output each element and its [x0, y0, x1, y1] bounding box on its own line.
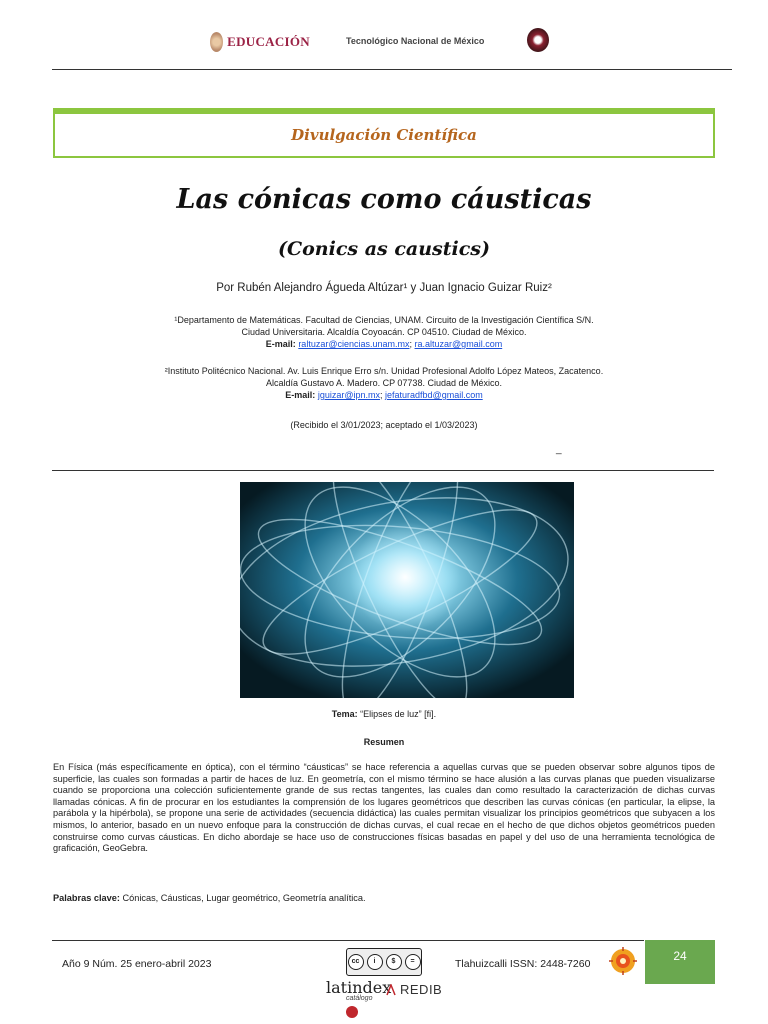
affiliation-2 — [0, 365, 768, 401]
keywords-label: Palabras clave: — [53, 893, 120, 903]
redib-mark-icon — [386, 984, 396, 996]
email-label: E-mail: — [285, 390, 316, 400]
tlahuizcalli-sun-icon — [609, 947, 637, 975]
institution-seal-icon — [527, 28, 549, 52]
author-line: Por Rubén Alejandro Águeda Altúzar¹ y Juan Ignacio Guizar Ruiz² — [216, 282, 552, 294]
dash-mark: _ — [556, 444, 562, 455]
email-separator: ; — [409, 339, 413, 349]
section-banner — [53, 108, 715, 158]
abstract-text: En Física (más específicamente en óptica), con el término “cáusticas” se hace referencia a aquellas curvas que se pueden observar sobre algunos tipos de superficie, las cuales son formadas a partir de haces de luz. En geometría, con el mismo término se hace alusión a las curvas planas que pueden visualizarse cuando se proporciona una colección suficientemente grande de sus rectas tangentes, las cuales dan como resultado la caracterización de dichas curvas llamadas cónicas. A fin de procurar en los estudiantes la comprensión de los lugares geométricos que describen las curvas cónicas (en particular, la elipse, la parábola y la hipérbola), se propone una serie de actividades (secuencia didáctica) las cuales permitan visualizar los principios geométricos que subyacen a los mismos, lo anterior, basado en un nuevo enfoque para la construcción de dichas curvas, el cual recae en el hecho de que dichos objetos geométricos pueden construirse como curvas cáusticas. En dicho abordaje se hace uso de construcciones físicas basadas en papel y del uso de una herramienta tecnológica de graficación, GeoGebra. — [53, 762, 715, 854]
light-ellipses-image — [240, 482, 574, 698]
affiliation-1-line2: Ciudad Universitaria. Alcaldía Coyoacán. CP 04510. Ciudad de México. — [241, 327, 527, 337]
cc-nc-icon: $ — [386, 954, 402, 970]
educacion-seal-icon — [210, 32, 223, 52]
caption-label: Tema: — [331, 709, 358, 719]
page-number: 24 — [673, 949, 687, 963]
email-label: E-mail: — [265, 339, 296, 349]
latindex-logo: latindex — [326, 978, 392, 997]
section-banner-label: Divulgación Científica — [291, 126, 477, 144]
footer-divider — [52, 940, 644, 941]
issue-info: Año 9 Núm. 25 enero-abril 2023 — [62, 958, 212, 970]
keywords — [53, 893, 715, 903]
email-link[interactable]: jefaturadfbd@gmail.com — [385, 390, 483, 400]
cc-by-icon: i — [367, 954, 383, 970]
tecnm-label: Tecnológico Nacional de México — [346, 36, 485, 46]
affiliation-1-line1: ¹Departamento de Matemáticas. Facultad de Ciencias, UNAM. Circuito de la Investigación Científica S/N. — [174, 315, 594, 325]
email-link[interactable]: raltuzar@ciencias.unam.mx — [298, 339, 410, 349]
email-link[interactable]: ra.altuzar@gmail.com — [414, 339, 503, 349]
educacion-logo — [210, 30, 310, 54]
affiliation-2-email — [0, 389, 768, 401]
email-separator: ; — [379, 390, 383, 400]
cc-badge: cc — [348, 954, 364, 970]
latindex-catalog-label: catálogo — [346, 995, 373, 1002]
cc-nd-icon: = — [405, 954, 421, 970]
received-date: (Recibido el 3/01/2023; aceptado el 1/03/2023) — [290, 420, 478, 430]
title-divider — [52, 470, 714, 471]
affiliation-1 — [0, 314, 768, 350]
affiliation-2-line1: ²Instituto Politécnico Nacional. Av. Luis Enrique Erro s/n. Unidad Profesional Adolfo López Mateos, Zacatenco. — [164, 366, 604, 376]
affiliation-1-email — [0, 338, 768, 350]
article-title: Las cónicas como cáusticas — [176, 184, 592, 215]
figure-caption — [0, 709, 768, 719]
educacion-label: EDUCACIÓN — [227, 34, 310, 49]
affiliation-2-line2: Alcaldía Gustavo A. Madero. CP 07738. Ciudad de México. — [266, 378, 502, 388]
creative-commons-icon — [346, 948, 422, 976]
email-link[interactable]: jguizar@ipn.mx — [317, 390, 380, 400]
header-divider — [52, 69, 732, 70]
keywords-text: Cónicas, Cáusticas, Lugar geométrico, Geometría analítica. — [122, 893, 366, 903]
latindex-seal-icon — [346, 1006, 358, 1018]
abstract-heading: Resumen — [363, 737, 405, 747]
redib-logo: REDIB — [400, 982, 443, 997]
article-subtitle: (Conics as caustics) — [278, 238, 490, 260]
caption-text: “Elipses de luz” [fi]. — [360, 709, 437, 719]
journal-issn: Tlahuizcalli ISSN: 2448-7260 — [455, 958, 591, 970]
